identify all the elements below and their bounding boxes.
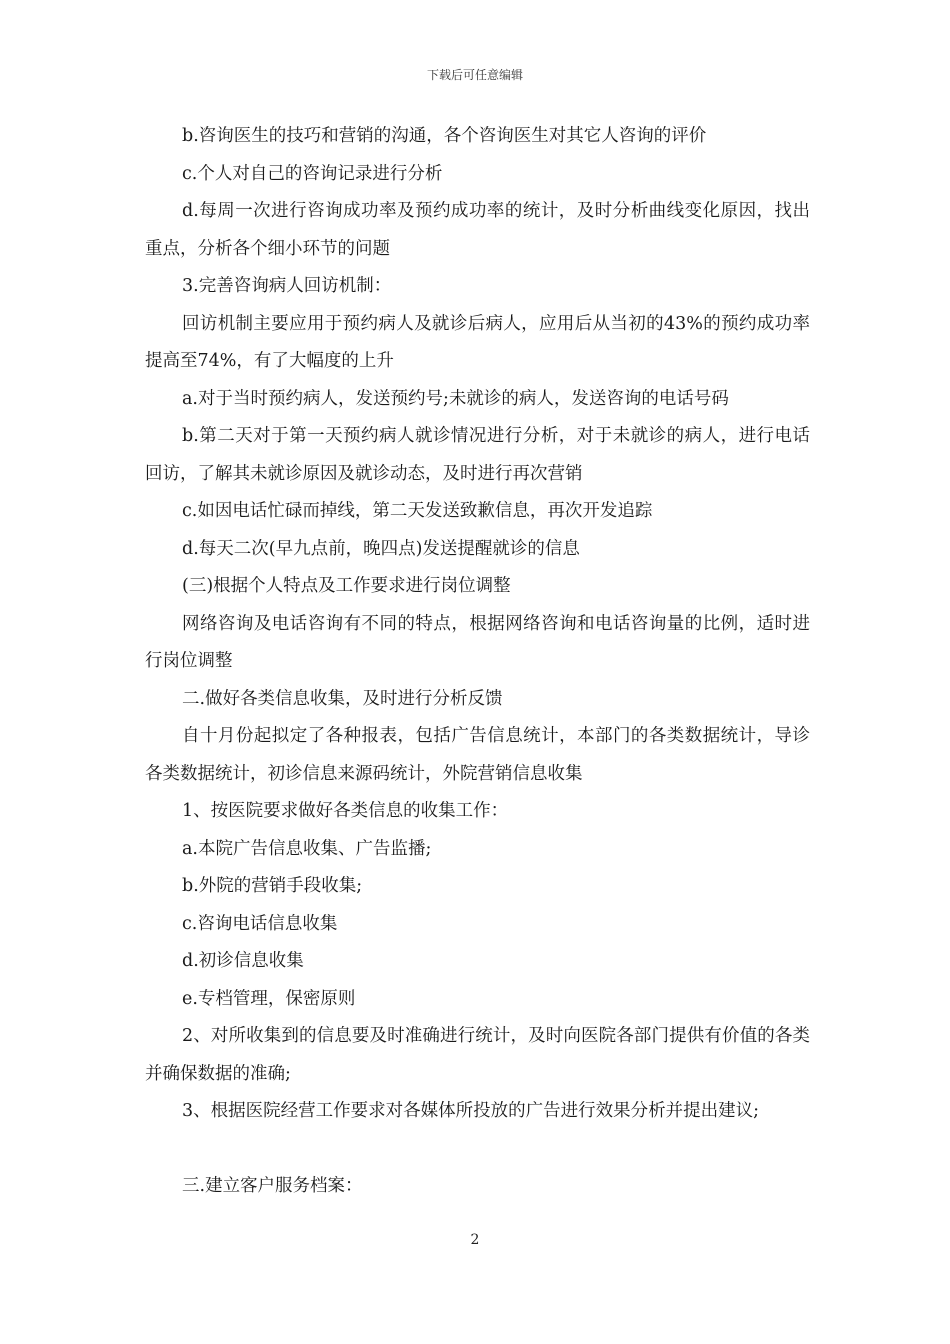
paragraph: a.对于当时预约病人，发送预约号;未就诊的病人，发送咨询的电话号码 bbox=[182, 388, 729, 409]
paragraph: d.每天二次(早九点前，晚四点)发送提醒就诊的信息 bbox=[182, 538, 580, 559]
paragraph: d.初诊信息收集 bbox=[182, 951, 304, 971]
paragraph: 二.做好各类信息收集，及时进行分析反馈 bbox=[182, 688, 503, 709]
paragraph: 回访机制主要应用于预约病人及就诊后病人，应用后从当初的43%的预约成功率提高至74%，有了大幅度的上升 bbox=[145, 313, 810, 371]
paragraph: e.专档管理，保密原则 bbox=[182, 988, 356, 1009]
paragraph: b.咨询医生的技巧和营销的沟通，各个咨询医生对其它人咨询的评价 bbox=[182, 126, 707, 146]
paragraph: 1、按医院要求做好各类信息的收集工作： bbox=[182, 801, 509, 821]
paragraph: 2、对所收集到的信息要及时准确进行统计，及时向医院各部门提供有价值的各类并确保数据的准确; bbox=[145, 1026, 810, 1084]
paragraph: c.如因电话忙碌而掉线，第二天发送致歉信息，再次开发追踪 bbox=[182, 501, 653, 521]
page-number: 2 bbox=[470, 1232, 480, 1248]
paragraph: d.每周一次进行咨询成功率及预约成功率的统计，及时分析曲线变化原因，找出重点，分析各个细小环节的问题 bbox=[145, 201, 810, 259]
page-header: 下载后可任意编辑 bbox=[426, 68, 523, 82]
paragraph: (三)根据个人特点及工作要求进行岗位调整 bbox=[182, 576, 511, 596]
paragraph: 3、根据医院经营工作要求对各媒体所投放的广告进行效果分析并提出建议; bbox=[182, 1101, 760, 1121]
paragraph: 自十月份起拟定了各种报表，包括广告信息统计，本部门的各类数据统计，导诊各类数据统计，初诊信息来源码统计，外院营销信息收集 bbox=[145, 726, 810, 784]
paragraph: a.本院广告信息收集、广告监播; bbox=[182, 838, 432, 859]
paragraph: 网络咨询及电话咨询有不同的特点，根据网络咨询和电话咨询量的比例，适时进行岗位调整 bbox=[145, 613, 810, 671]
document-body bbox=[145, 118, 810, 1205]
paragraph: b.外院的营销手段收集; bbox=[182, 876, 363, 896]
paragraph: c.咨询电话信息收集 bbox=[182, 913, 338, 934]
section-heading: 三.建立客户服务档案： bbox=[182, 1175, 363, 1196]
paragraph: b.第二天对于第一天预约病人就诊情况进行分析，对于未就诊的病人，进行电话回访，了解其未就诊原因及就诊动态，及时进行再次营销 bbox=[145, 426, 810, 484]
paragraph-spacer bbox=[145, 1131, 810, 1168]
paragraph: c.个人对自己的咨询记录进行分析 bbox=[182, 163, 443, 184]
paragraph: 3.完善咨询病人回访机制： bbox=[182, 276, 392, 296]
